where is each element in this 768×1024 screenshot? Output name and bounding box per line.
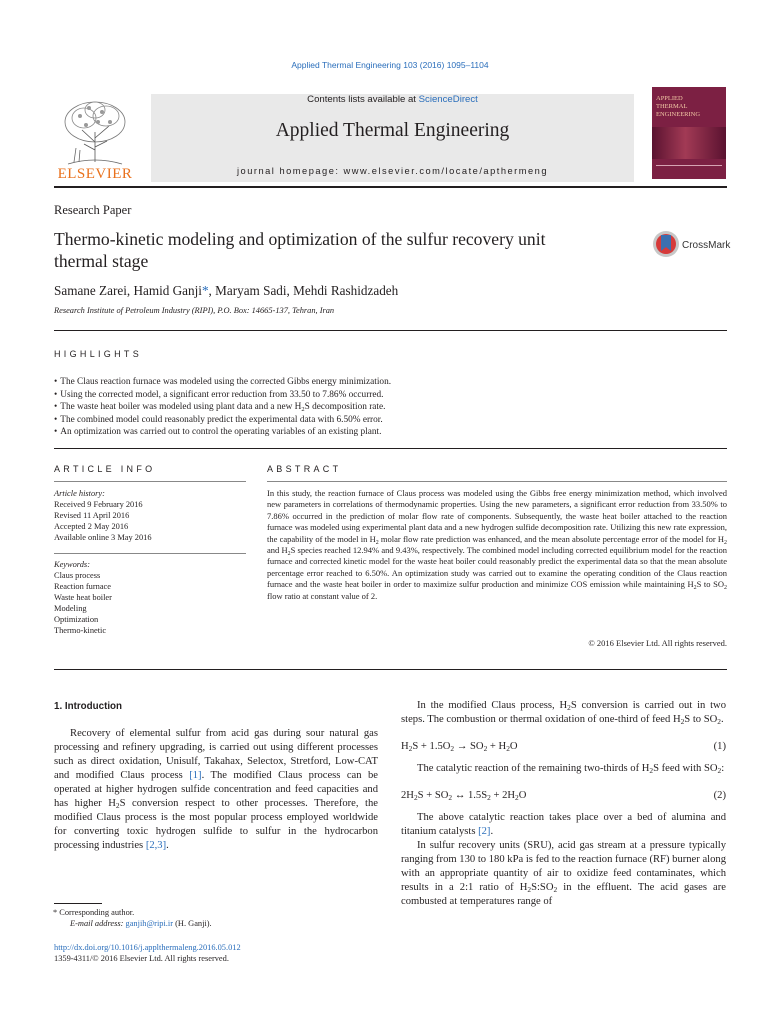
title-line: Thermo-kinetic modeling and optimization of the sulfur recovery unit (54, 229, 546, 249)
equation-1: $H_2S + 1.5O_2 \to SO_2 + H_2O$ (1) (401, 741, 726, 753)
intro-paragraph (54, 727, 378, 853)
keyword: Waste heat boiler (54, 593, 112, 602)
equation-2: $2H_2S + SO_2$ ↔ $1.5S_2 + 2H_2O$ (2) (401, 790, 726, 802)
journal-header (151, 94, 634, 182)
citation-link[interactable]: [2] (478, 826, 491, 837)
contents-prefix: Contents lists available at (307, 94, 416, 105)
cover-title-line: ENGINEERING (656, 111, 701, 118)
cover-graphic (652, 127, 726, 159)
highlights-bottom-rule (54, 448, 727, 449)
history-date: Available online 3 May 2016 (54, 533, 152, 542)
keyword: Optimization (54, 615, 99, 624)
section-heading-introduction: 1. Introduction (54, 701, 123, 712)
abstract-rule (267, 481, 727, 482)
keyword: Thermo-kinetic (54, 626, 107, 635)
abstract-heading: ABSTRACT (267, 464, 342, 474)
intro-text: . (166, 840, 169, 851)
body-paragraph (401, 811, 726, 839)
corresponding-author-mark[interactable]: * (201, 283, 209, 298)
intro-text: . The modified Claus process can be operated at higher hydrogen sulfide concentration and feed capacities and has higher $H_2S$ conversion respect to other processes. Therefore, the modified Claus process is the most popular process employed worldwide for converting toxic hydrogen sulfide to sulfur in the hydrocarbon processing industries (54, 770, 378, 851)
citation-link[interactable]: [1] (189, 770, 202, 781)
highlight-item: • The waste heat boiler was modeled using plant data and a new $H_2S$ decomposition rate. (54, 401, 714, 414)
affiliation: Research Institute of Petroleum Industry (RIPI), P.O. Box: 14665-137, Tehran, Iran (54, 306, 335, 315)
footnote-rule (54, 903, 102, 904)
cover-divider (656, 165, 722, 166)
elsevier-logo (54, 92, 136, 180)
authors-primary: Samane Zarei, Hamid Ganji (54, 283, 202, 298)
header-rule (54, 186, 727, 188)
issn-line: 1359-4311/© 2016 Elsevier Ltd. All rights reserved. (54, 954, 229, 963)
body-paragraph: In the modified Claus process, $H_2S$ conversion is carried out in two steps. The combustion or thermal oxidation of one-third of feed $H_2S$ to $SO_2$. (401, 700, 726, 726)
email-link[interactable]: ganjih@ripi.ir (125, 919, 174, 928)
highlight-item: • The Claus reaction furnace was modeled using the corrected Gibbs energy minimization. (54, 376, 714, 389)
article-info-heading: ARTICLE INFO (54, 464, 156, 474)
history-date: Received 9 February 2016 (54, 500, 143, 509)
authors-rest: , Maryam Sadi, Mehdi Rashidzadeh (208, 283, 399, 298)
body-paragraph: The catalytic reaction of the remaining two-thirds of $H_2S$ feed with $SO_2$: (417, 763, 725, 775)
history-label: Article history: (54, 489, 105, 498)
history-date: Revised 11 April 2016 (54, 511, 130, 520)
abstract-bottom-rule (54, 669, 727, 670)
article-type: Research Paper (54, 203, 132, 217)
author-list (54, 283, 398, 299)
highlight-item: • The combined model could reasonably predict the experimental data with 6.50% error. (54, 414, 714, 427)
cover-title-line: APPLIED (656, 95, 683, 102)
crossmark-badge[interactable] (652, 229, 732, 266)
article-info-rule (54, 481, 246, 482)
footnote-email (70, 918, 212, 929)
journal-cover[interactable] (652, 87, 726, 179)
body-text: The above catalytic reaction takes place over a bed of alumina and titanium catalysts (401, 812, 726, 837)
title-line: thermal stage (54, 251, 149, 271)
highlights-list (54, 376, 714, 439)
highlights-heading: HIGHLIGHTS (54, 349, 143, 359)
journal-homepage[interactable]: journal homepage: www.elsevier.com/locate/apthermeng (236, 166, 549, 176)
elsevier-wordmark: ELSEVIER (57, 166, 133, 180)
abstract-copyright: © 2016 Elsevier Ltd. All rights reserved. (588, 638, 727, 648)
article-title (54, 228, 644, 272)
keyword: Reaction furnace (54, 582, 111, 591)
body-text: . (490, 826, 494, 837)
history-date: Accepted 2 May 2016 (54, 522, 129, 531)
email-owner: (H. Ganji). (175, 919, 212, 928)
footnote-corresponding: * Corresponding author. (53, 908, 135, 917)
keywords (54, 559, 246, 636)
journal-title[interactable]: Applied Thermal Engineering (275, 120, 510, 141)
article-history (54, 488, 246, 543)
crossmark-label: CrossMark (682, 240, 731, 251)
right-column (401, 699, 726, 909)
keywords-rule (54, 553, 246, 554)
keyword: Modeling (54, 604, 87, 613)
sciencedirect-link[interactable]: ScienceDirect (418, 94, 478, 105)
cover-title-line: THERMAL (656, 103, 688, 110)
keyword: Claus process (54, 571, 101, 580)
email-label: E-mail address: (70, 919, 124, 928)
equation-number: (2) (713, 790, 726, 801)
corresponding-label: Corresponding author. (59, 908, 135, 917)
journal-reference[interactable]: Applied Thermal Engineering 103 (2016) 1095–1104 (291, 60, 489, 70)
highlights-top-rule (54, 330, 727, 331)
equation-number: (1) (713, 741, 726, 752)
highlight-item: • Using the corrected model, a significant error reduction from 33.50 to 7.86% occurred. (54, 389, 714, 402)
doi-link[interactable]: http://dx.doi.org/10.1016/j.applthermaleng.2016.05.012 (54, 943, 241, 952)
keywords-label: Keywords: (54, 560, 90, 569)
abstract-text: In this study, the reaction furnace of Claus process was modeled using the Gibbs free energy minimization method, which involved new parameters in correlations of thermodynamic properties. Using the new parameters, a significant error reduction from 33.50% to 7.86% occurred in the prediction of molar flow rate of components. Subsequently, the waste heat boiler attached to the reaction furnace was modeled using experimental plant data and a new hydrogen sulfide decomposition rate. Utilizing this new rate expression, the capability of the model in $H_2$ molar flow rate prediction was enhanced, and the mean absolute percentage error of the model for $H_2$ and $H_2S$ species reached 12.94% and 9.43%, respectively. The combined model including corrected equilibrium model for the reaction furnace and corrected kinetic model for the waste heat boiler could reasonably predict the experimental data so that the mean absolute percentage error reached to 6.50%. An optimization study was carried out to examine the operating condition of the Claus reaction furnace and the waste heat boiler in order to maximize sulfur production and minimize COS emission while maintaining $H_2S$ to $SO_2$ flow ratio at constant value of 2. (267, 488, 727, 601)
cover-title (656, 95, 700, 119)
body-paragraph: In sulfur recovery units (SRU), acid gas stream at a pressure typically ranging from 130 to 180 kPa is fed to the reaction furnace (RF) burner along with an appropriate quantity of air to oxidize feed contaminates, which results in a 2:1 ratio of $H_2S:SO_2$ in the effluent. The acid gases are combusted at temperatures range of (401, 840, 726, 907)
intro-text: Recovery of elemental sulfur from acid gas during sour natural gas processing and refinery upgrading, is carried out using different processes such as direct oxidation, Unisulf, Takahax, Selectox, Stretford, Low-CAT and modified Claus process (54, 728, 378, 781)
citation-link[interactable]: [2,3] (145, 840, 167, 851)
contents-line (151, 94, 634, 105)
highlight-item: • An optimization was carried out to control the operating variables of an existing plant. (54, 426, 714, 439)
